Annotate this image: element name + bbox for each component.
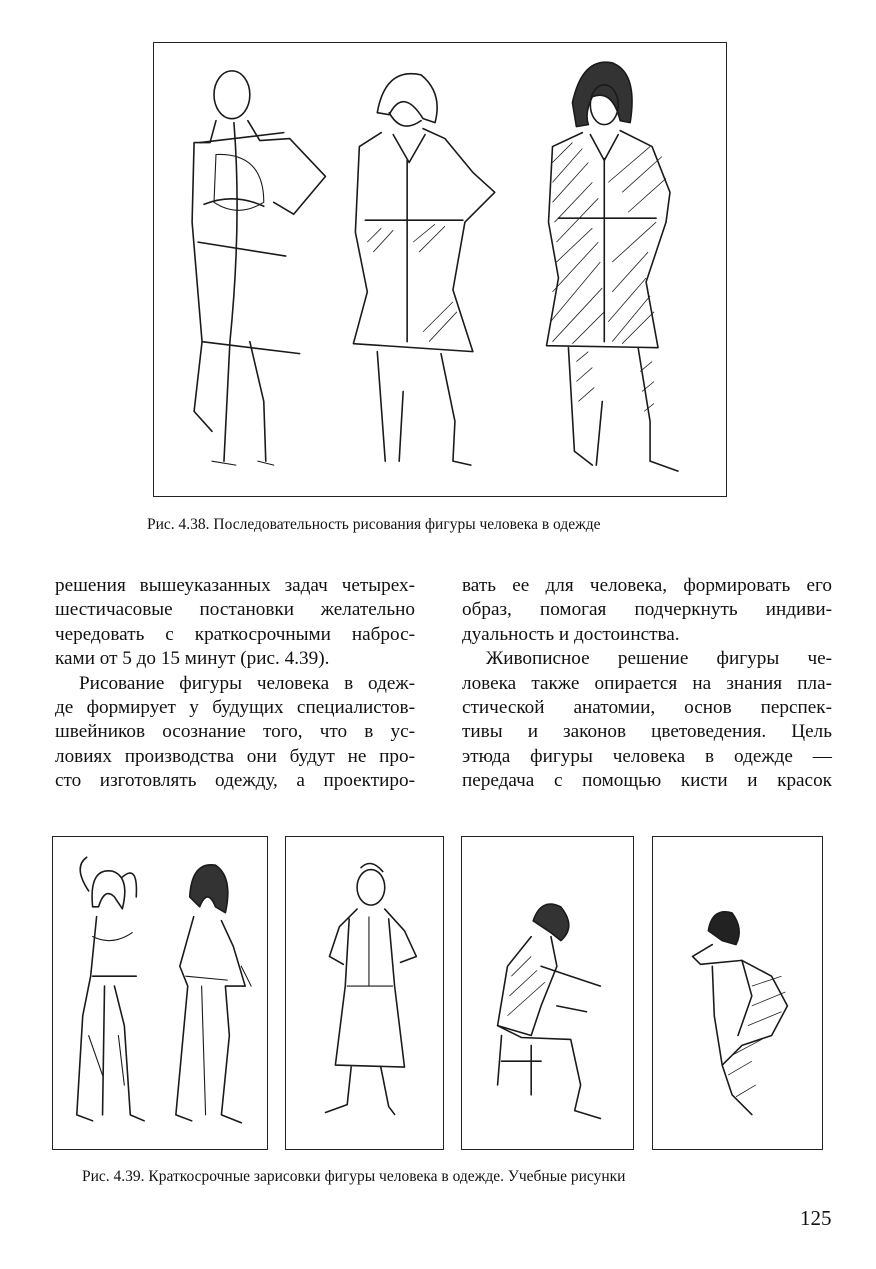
outline-figure: [353, 74, 494, 465]
text-column-right: [462, 574, 832, 794]
sketch-panel-3: [461, 836, 634, 1150]
sketch-crouching-figure: [653, 837, 822, 1149]
text-line: Рисование фигуры человека в одеж-: [79, 672, 415, 694]
figure-caption-4-38: Рис. 4.38. Последовательность рисования фигуры человека в одежде: [147, 516, 601, 533]
text-line: швейников осознание того, что в ус-: [55, 721, 415, 743]
text-line: Живописное решение фигуры че-: [486, 648, 832, 670]
text-line: дуальность и достоинства.: [462, 623, 680, 645]
text-line: тивы и законов цветоведения. Цель: [462, 721, 832, 743]
text-column-left: [55, 574, 415, 794]
figure-caption-4-39: Рис. 4.39. Краткосрочные зарисовки фигуры человека в одежде. Учебные рисунки: [82, 1168, 626, 1185]
text-line: ловека также опирается на знания пла-: [462, 672, 832, 694]
sketch-two-standing-women: [53, 837, 267, 1149]
text-line: чередовать с краткосрочными наброс-: [55, 623, 415, 645]
text-line: вать ее для человека, формировать его: [462, 575, 832, 596]
sketch-seated-woman: [462, 837, 633, 1149]
figure-4-38-drawing: [153, 42, 727, 497]
text-line: передача с помощью кисти и красок: [462, 770, 832, 792]
shaded-figure: [547, 62, 678, 471]
sketch-woman-hands-on-hips: [286, 837, 443, 1149]
text-line: шестичасовые постановки желательно: [55, 599, 415, 621]
text-line: ками от 5 до 15 минут (рис. 4.39).: [55, 648, 330, 670]
text-line: ловиях производства они будут не про-: [55, 745, 415, 767]
text-line: решения вышеуказанных задач четырех-: [55, 575, 415, 596]
construction-figure: [192, 71, 325, 465]
sketch-panel-2: [285, 836, 444, 1150]
page-number: 125: [800, 1206, 832, 1230]
text-line: стической анатомии, основ перспек-: [462, 697, 832, 719]
text-line: этюда фигуры человека в одежде —: [462, 745, 832, 767]
text-line: образ, помогая подчеркнуть индиви-: [462, 599, 832, 621]
sketch-panel-4: [652, 836, 823, 1150]
text-line: сто изготовлять одежду, а проектиро-: [55, 770, 415, 792]
text-line: де формирует у будущих специалистов-: [55, 697, 415, 719]
sketch-panel-1: [52, 836, 268, 1150]
figure-sketch-sequence: [154, 43, 726, 496]
